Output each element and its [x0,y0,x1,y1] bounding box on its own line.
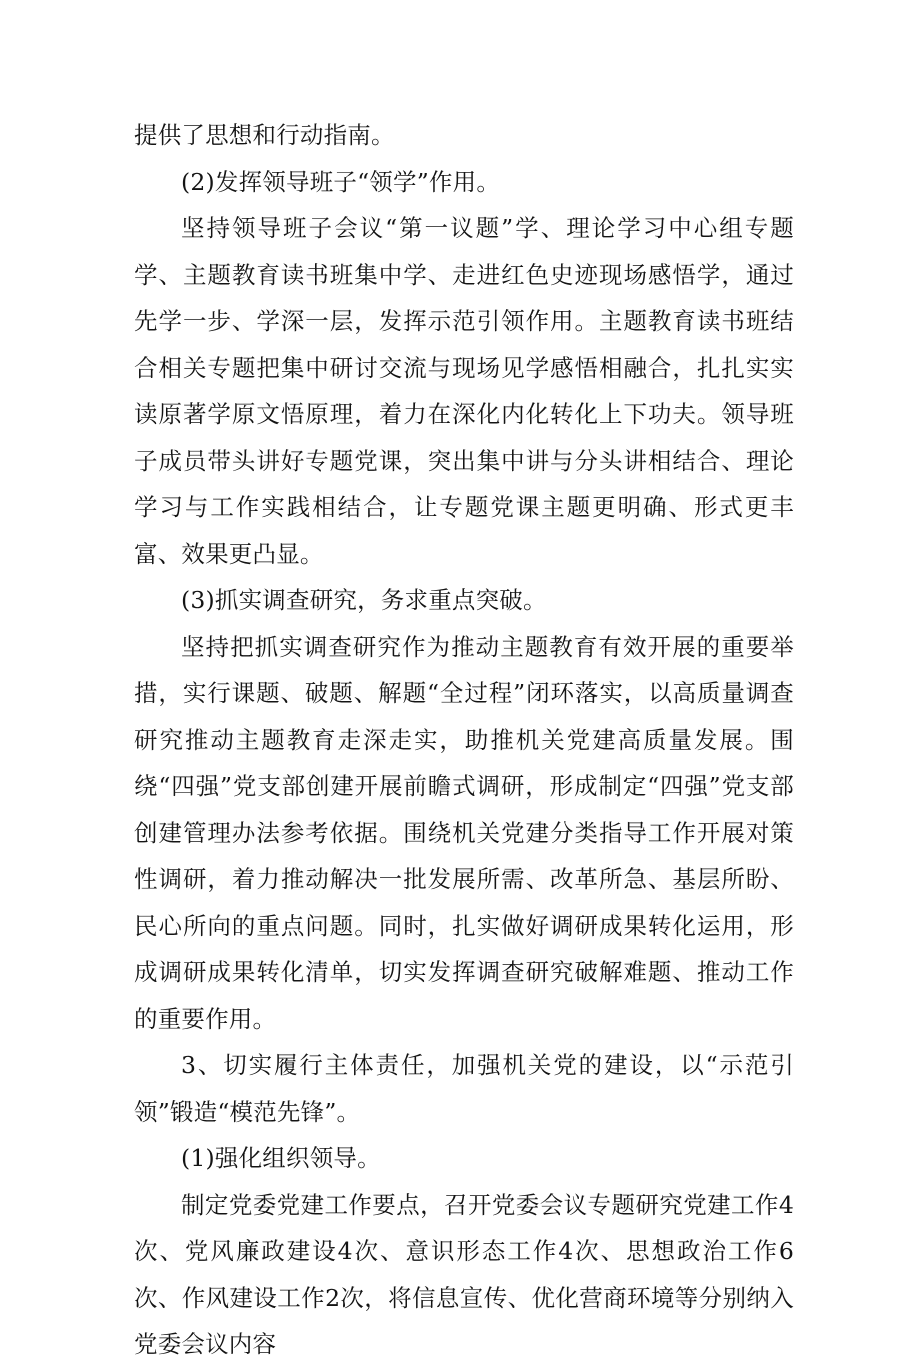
paragraph-organization: 制定党委党建工作要点，召开党委会议专题研究党建工作4次、党风廉政建设4次、意识形态工作4次、思想政治工作6次、作风建设工作2次，将信息宣传、优化营商环境等分别纳入党委会议内容 [134,1190,794,1358]
subheading-leadership-study: (2)发挥领导班子“领学”作用。 [181,167,501,196]
document-body [134,112,794,1368]
paragraph-research: 坚持把抓实调查研究作为推动主题教育有效开展的重要举措，实行课题、破题、解题“全过程”闭环落实，以高质量调查研究推动主题教育走深走实，助推机关党建高质量发展。围绕“四强”党支部创建开展前瞻式调研，形成制定“四强”党支部创建管理办法参考依据。围绕机关党建分类指导工作开展对策性调研，着力推动解决一批发展所需、改革所急、基层所盼、民心所向的重点问题。同时，扎实做好调研成果转化运用，形成调研成果转化清单，切实发挥调查研究破解难题、推动工作的重要作用。 [134,632,794,1033]
section-heading-responsibility: 3、切实履行主体责任，加强机关党的建设，以“示范引领”锻造“模范先锋”。 [134,1051,794,1126]
subheading-research: (3)抓实调查研究，务求重点突破。 [181,586,547,614]
paragraph-leadership-study: 坚持领导班子会议“第一议题”学、理论学习中心组专题学、主题教育读书班集中学、走进红色史迹现场感悟学，通过先学一步、学深一层，发挥示范引领作用。主题教育读书班结合相关专题把集中研讨交流与现场见学感悟相融合，扎扎实实读原著学原文悟原理，着力在深化内化转化上下功夫。领导班子成员带头讲好专题党课，突出集中讲与分头讲相结合、理论学习与工作实践相结合，让专题党课主题更明确、形式更丰富、效果更凸显。 [134,214,794,568]
paragraph-continuation: 提供了思想和行动指南。 [134,121,395,149]
subheading-organization: (1)强化组织领导。 [181,1144,381,1172]
